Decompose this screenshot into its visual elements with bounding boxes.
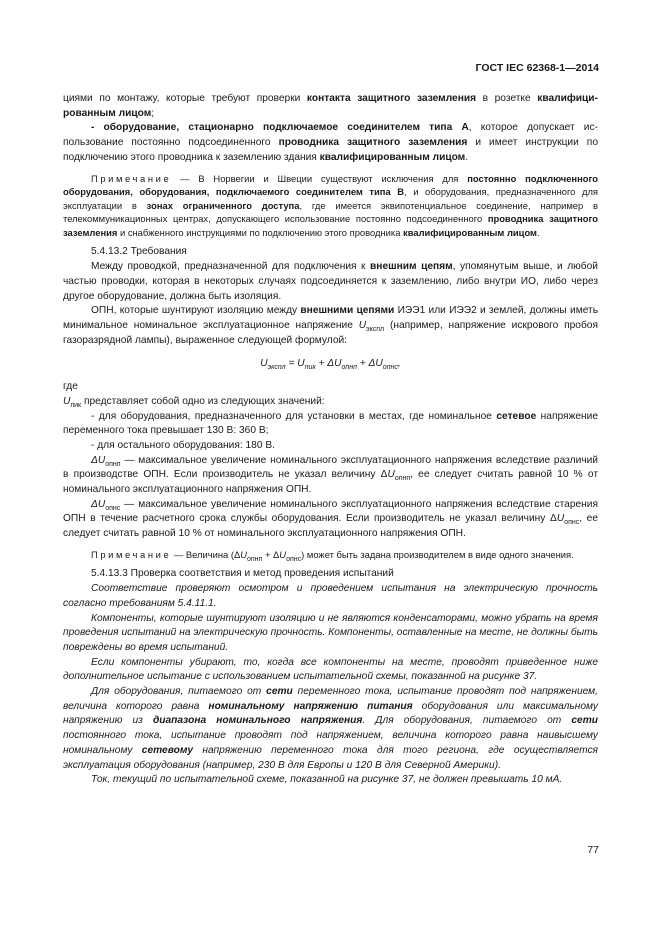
paragraph-continuation — [63, 92, 598, 121]
paragraph-du-production — [63, 454, 598, 498]
formula-op: + Δ — [356, 358, 376, 370]
term-external-circuits: внешними цепями — [300, 305, 395, 317]
subscript: опнс — [564, 519, 580, 527]
text: , и оборудования, предназначенного для эксплуатации в — [63, 186, 598, 211]
term-skilled-person: квалифицированным лицом — [403, 226, 537, 238]
note-norway-sweden — [63, 172, 598, 240]
text: . Для оборудования, питаемого от — [362, 715, 572, 727]
var-u: U — [240, 548, 247, 560]
var-delta-u: ΔU — [91, 498, 106, 510]
text: Между проводкой, предназначенной для подключения к — [91, 261, 371, 273]
formula-sub: опнп — [341, 364, 357, 372]
text: , где имеется эквипотенциальное соединение, например в телекоммуникационных центрах, допускающего использование постоянно подсоединенного — [63, 199, 598, 225]
text: постоянного тока, испытание проводят под напряжением, величина которого равна наивысшему номинальному — [63, 730, 598, 756]
text: (например, напряжение искрового пробоя газоразрядной лампы), выраженное следующей формулой: — [63, 320, 598, 346]
document-header: ГОСТ IEC 62368-1—2014 — [475, 62, 599, 74]
text: , которое допускает использование постоянно подсоединенного — [63, 122, 598, 149]
term-skilled-person: квалифицированным лицом — [63, 93, 598, 119]
formula — [63, 357, 598, 372]
paragraph-removed-components: Если компоненты убирают, то, когда все компоненты на месте, проводят приведенное ниже дополнительное испытание с использованием испытательной схемы, показанной на рисунке 37. — [63, 656, 598, 683]
formula-op: , — [397, 358, 401, 370]
var-u: U — [387, 469, 395, 481]
var-u: U — [556, 513, 565, 525]
text: + Δ — [262, 548, 280, 560]
subscript: опнп — [105, 460, 121, 468]
var-u: U — [279, 548, 287, 560]
term-external-circuits: внешним цепям — [370, 261, 453, 273]
paragraph-type-a-equipment — [63, 121, 598, 165]
text: напряжению переменного тока для того региона, где осуществляется эксплуатация оборудования (например, 230 В для Европы и 120 В для Северной Америки). — [63, 744, 598, 771]
formula-var: U — [297, 358, 305, 370]
text: . — [537, 226, 540, 238]
paragraph-current-limit: Ток, текущий по испытательной схеме, показанной на рисунке 37, не должен превышать 10 мА. — [91, 774, 563, 786]
section-heading-5-4-13-2: 5.4.13.2 Требования — [91, 246, 187, 258]
paragraph-compliance: Соответствие проверяют осмотром и проведением испытания на электрическую прочность согласно требованиям 5.4.11.1. — [63, 583, 598, 609]
subscript: опнс — [105, 504, 121, 512]
paragraph-test-voltage — [63, 685, 598, 773]
term-mains: сети — [266, 686, 293, 698]
formula-sub: экспл — [267, 364, 286, 372]
text: ; — [151, 107, 155, 119]
term-type-a-equipment: - оборудование, стационарно подключаемое соединителем типа А — [91, 122, 469, 134]
text: напряжение переменного тока превышает 130 В: 360 В; — [63, 410, 598, 437]
subscript: опнп — [394, 475, 411, 483]
page-body — [63, 92, 598, 788]
text: переменного тока, испытание проводят под напряжением, величина которого равна — [63, 686, 598, 712]
term-mains: сети — [571, 715, 598, 727]
text: циями по монтажу, которые требуют проверки — [63, 93, 307, 104]
subscript: экспл — [366, 326, 385, 334]
text: - для оборудования, предназначенного для установки в местах, где номинальное — [91, 410, 497, 422]
term-rated-voltage: номинальному напряжению питания — [208, 700, 413, 712]
var-u: U — [63, 395, 71, 407]
term-protective-earthing-conductor: проводника защитного заземления — [278, 137, 468, 149]
formula-op: + Δ — [315, 358, 335, 370]
paragraph-insulation — [63, 260, 598, 304]
text: ) может быть задана производителем в виде одного значения. — [301, 548, 574, 560]
text: — В Норвегии и Швеции существуют исключения для — [171, 172, 468, 184]
text: в розетке — [476, 93, 538, 104]
paragraph-upeak — [63, 395, 598, 410]
term-protective-conductor: проводника защитного заземления — [63, 213, 598, 238]
text: . — [465, 151, 469, 163]
subscript: опнп — [247, 555, 263, 563]
term-skilled-person: квалифицированным лицом — [319, 151, 466, 163]
subscript: опнс — [286, 555, 302, 563]
term-protective-earthing-contact: контакта защитного заземления — [306, 93, 477, 104]
formula-op: = — [285, 358, 298, 370]
note-label: Примечание — [91, 172, 172, 184]
formula-var: U — [375, 358, 383, 370]
text: и имеет инструкции по подключению этого проводника к заземлению здания — [63, 137, 598, 163]
term-mains: сетевое — [496, 410, 537, 422]
term-permanently-connected: постоянно подключенного оборудования, оборудования, подключаемого соединителем типа В — [63, 172, 598, 198]
page-number: 77 — [587, 844, 599, 856]
list-item-other: - для остального оборудования: 180 В. — [91, 439, 275, 451]
text: Для оборудования, питаемого от — [91, 686, 267, 698]
term-rated-voltage-range: диапазона номинального напряжения — [152, 715, 363, 727]
text: оборудования или максимальному напряжению из — [63, 700, 598, 727]
note-single-value — [63, 548, 598, 562]
text: представляет собой одно из следующих значений: — [81, 395, 325, 407]
var-u: U — [358, 320, 367, 331]
text: и снабженного инструкциями по подключению этого проводника — [117, 226, 404, 238]
subscript: пик — [70, 401, 82, 409]
text: , ее следует считать равной 10 % от номинального эксплуатационного напряжения ОПН. — [63, 513, 599, 540]
formula-var: U — [334, 358, 342, 370]
term-restricted-access: зонах ограниченного доступа — [146, 199, 300, 211]
paragraph-spd — [63, 304, 598, 348]
text: ИЭЭ1 или ИЭЭ2 и землей, должны иметь минимальное номинальное эксплуатационное напряжение — [63, 305, 599, 331]
text: , упомянутым выше, и любой частью проводки, которая в некоторых случаях подсоединяется к заземлению, либо внутри ИО, либо через другое оборудование, должна быть изоляция. — [63, 261, 598, 302]
text: — максимальное увеличение номинального эксплуатационного напряжения вследствие различий в производстве ОПН. Если производитель не указал величину Δ — [63, 454, 598, 481]
formula-sub: опнс — [382, 364, 398, 372]
list-item-mains — [63, 410, 598, 439]
paragraph-components: Компоненты, которые шунтируют изоляцию и не являются конденсаторами, можно убрать на время проведения испытаний на электрическую прочность. Компоненты, оставленные на месте, не должны быть повреждены во время испытаний. — [63, 612, 598, 653]
term-mains-adj: сетевому — [141, 744, 194, 756]
formula-sub: пик — [304, 364, 316, 372]
note-label: Примечание — [91, 548, 172, 560]
text: ОПН, которые шунтируют изоляцию между — [91, 305, 301, 317]
section-heading-5-4-13-3: 5.4.13.3 Проверка соответствия и метод проведения испытаний — [91, 568, 394, 580]
paragraph-du-aging — [63, 498, 598, 542]
text: — максимальное увеличение номинального эксплуатационного напряжения вследствие старения ОПН в течение расчетного срока службы оборудования. Если производитель не указал величину Δ — [63, 498, 598, 525]
where-label: где — [63, 381, 78, 393]
text: , ее следует считать равной 10 % от номинального эксплуатационного напряжения ОПН. — [63, 469, 598, 496]
var-delta-u: ΔU — [91, 454, 106, 466]
text: — Величина (Δ — [171, 548, 241, 560]
formula-var: U — [260, 358, 268, 370]
